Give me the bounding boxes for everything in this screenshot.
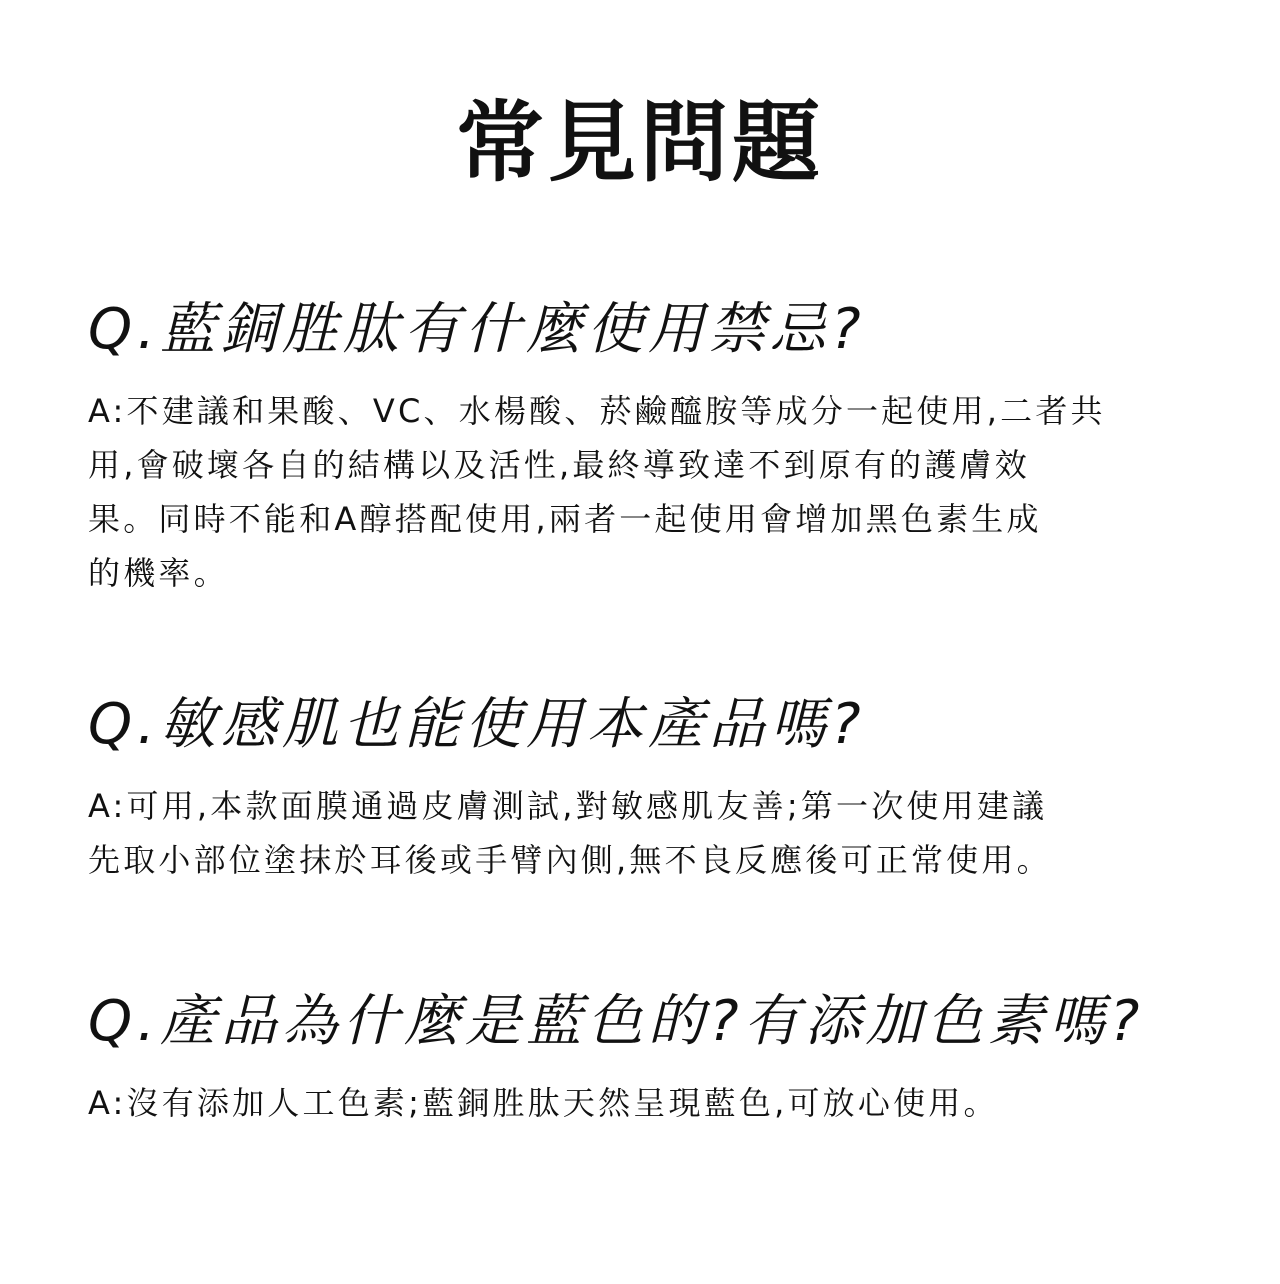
page-title: 常見問題 xyxy=(455,91,824,194)
faq-question: Q.藍銅胜肽有什麼使用禁忌? xyxy=(88,297,866,362)
answer-line: 用,會破壞各自的結構以及活性,最終導致達不到原有的護膚效 xyxy=(88,446,1030,484)
answer-line: A:沒有添加人工色素;藍銅胜肽天然呈現藍色,可放心使用。 xyxy=(88,1084,999,1122)
faq-answer xyxy=(88,1076,1158,1130)
answer-line: 的機率。 xyxy=(88,554,229,592)
faq-item-usage-restrictions xyxy=(88,290,1238,600)
answer-line: A:可用,本款面膜通過皮膚測試,對敏感肌友善;第一次使用建議 xyxy=(88,787,1048,825)
faq-question: Q.敏感肌也能使用本產品嗎? xyxy=(88,692,866,757)
answer-line: A:不建議和果酸、VC、水楊酸、菸鹼醯胺等成分一起使用,二者共 xyxy=(88,392,1106,430)
faq-question: Q.產品為什麼是藍色的?有添加色素嗎? xyxy=(88,989,1145,1054)
answer-line: 果。同時不能和A醇搭配使用,兩者一起使用會增加黑色素生成 xyxy=(88,500,1042,538)
faq-item-blue-color xyxy=(88,982,1238,1130)
faq-answer xyxy=(88,384,1158,600)
faq-answer xyxy=(88,779,1158,887)
answer-line: 先取小部位塗抹於耳後或手臂內側,無不良反應後可正常使用。 xyxy=(88,841,1052,879)
faq-item-sensitive-skin xyxy=(88,685,1238,887)
